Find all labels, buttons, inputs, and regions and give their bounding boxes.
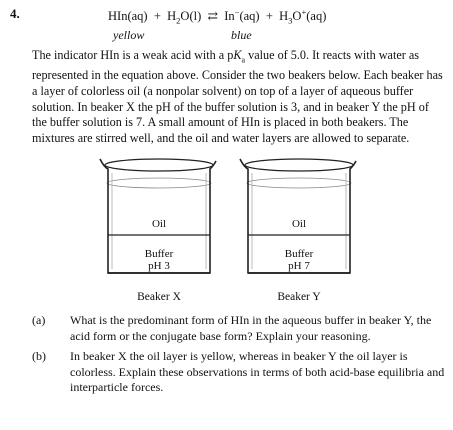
part-a-label: (a) (32, 313, 46, 327)
beaker-x (96, 155, 222, 285)
eq-product-hydronium: $H_3O^+(aq)$ (279, 7, 327, 26)
label-yellow: yellow (113, 28, 145, 42)
beaker-x-oil-label: Oil (151, 218, 167, 230)
beaker-y-buffer-label: Buffer (284, 248, 314, 260)
part-b-text: In beaker X the oil layer is yellow, whereas in beaker Y the oil layer is colorless. Explain these observations in terms of both acid-base equilibria and interparticle forces. (70, 349, 445, 395)
beaker-x-ph-label: pH 3 (148, 260, 170, 272)
question-number: 4. (10, 6, 20, 21)
beaker-y-oil-label: Oil (291, 218, 307, 230)
eq-plus: + (153, 9, 161, 24)
question-paragraph: The indicator HIn is a weak acid with a $pK_a$ value of 5.0. It reacts with water as represented in the equation above. Consider the two beakers below. Each beaker has a layer of colorless oil (a nonpolar solvent) on top of a layer of aqueous buffer solution. In beaker X the pH of the buffer solution is 3, and in beaker Y the pH of the buffer solution is 7. A small amount of HIn is placed in both beakers. The mixtures are stirred well, and the oil and water layers are allowed to separate. (32, 48, 443, 145)
beaker-x-buffer-label: Buffer (144, 248, 174, 260)
part-a-text: What is the predominant form of HIn in the aqueous buffer in beaker Y, the acid form or the conjugate base form? Explain your reasoning. (70, 313, 432, 343)
label-blue: blue (231, 28, 252, 42)
beaker-x-caption: Beaker X (137, 291, 181, 303)
beaker-y (236, 155, 362, 285)
eq-reactant-water: $H_2O(l)$ (167, 9, 202, 26)
beaker-y-caption: Beaker Y (277, 291, 321, 303)
eq-product-in: In−(aq) (224, 7, 260, 24)
chemical-equation (108, 7, 326, 26)
equilibrium-arrow: ⇄ (207, 9, 218, 24)
eq-plus: + (265, 9, 273, 24)
beaker-y-ph-label: pH 7 (288, 260, 310, 272)
eq-reactant-hin: HIn(aq) (108, 9, 148, 24)
part-b-label: (b) (32, 349, 46, 363)
